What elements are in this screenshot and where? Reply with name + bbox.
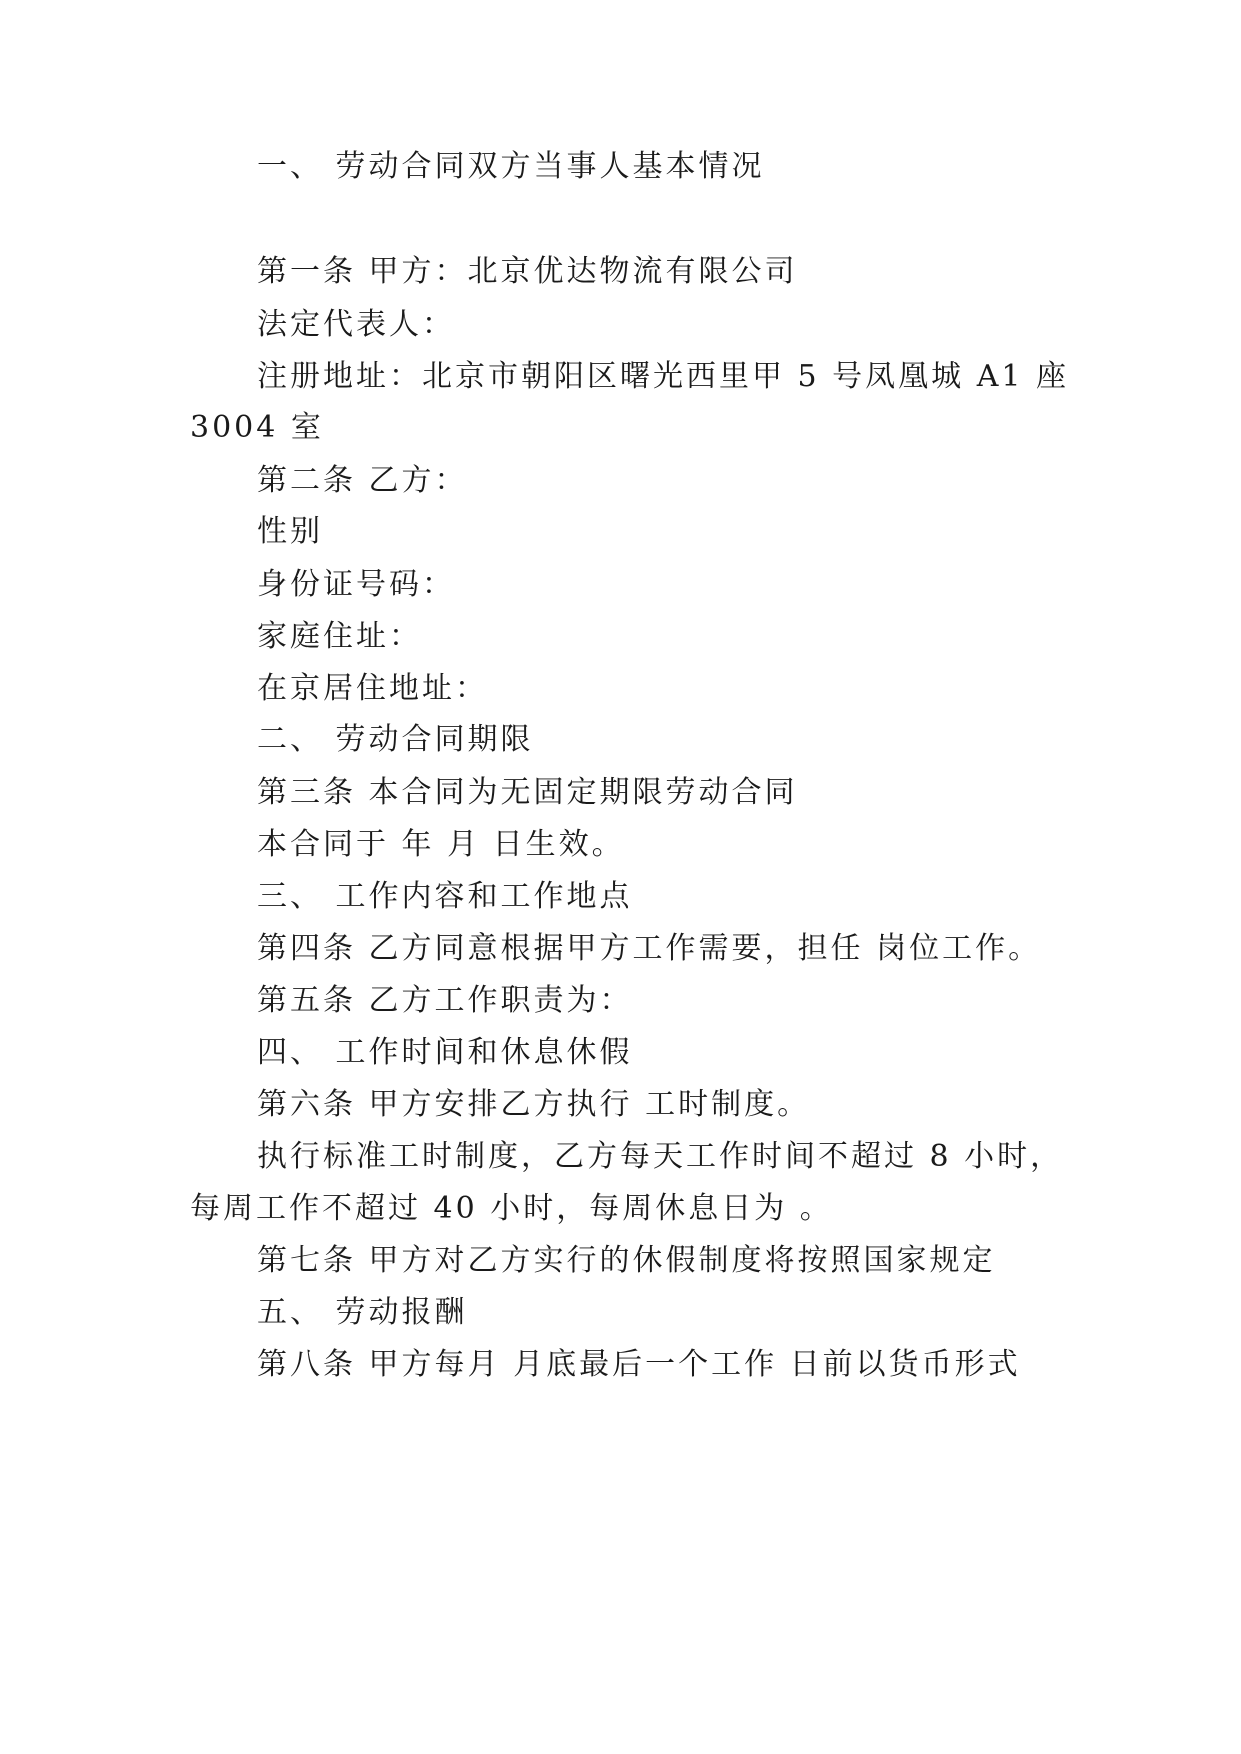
effective-date-line: 本合同于 年 月 日生效。: [257, 827, 625, 862]
legal-representative-field: 法定代表人：: [257, 307, 455, 342]
weekly-hours-line: 每周工作不超过 40 小时，每周休息日为 。: [190, 1191, 833, 1226]
registered-address-continued: 3004 室: [190, 410, 324, 445]
article-6-working-hours: 第六条 甲方安排乙方执行 工时制度。: [257, 1087, 811, 1122]
article-4-position: 第四条 乙方同意根据甲方工作需要，担任 岗位工作。: [257, 931, 1042, 966]
standard-hours-line: 执行标准工时制度，乙方每天工作时间不超过 8 小时，: [257, 1139, 1064, 1174]
article-8-pay: 第八条 甲方每月 月底最后一个工作 日前以货币形式: [257, 1347, 1021, 1382]
section-heading-3: 三、 工作内容和工作地点: [257, 879, 633, 914]
article-7-leave: 第七条 甲方对乙方实行的休假制度将按照国家规定: [257, 1243, 996, 1278]
gender-field: 性别: [257, 514, 323, 549]
section-heading-5: 五、 劳动报酬: [257, 1295, 468, 1330]
article-3-term: 第三条 本合同为无固定期限劳动合同: [257, 775, 798, 810]
article-5-duties: 第五条 乙方工作职责为：: [257, 983, 633, 1018]
home-address-field: 家庭住址：: [257, 619, 422, 654]
beijing-address-field: 在京居住地址：: [257, 671, 488, 706]
article-2-party-b: 第二条 乙方：: [257, 463, 468, 498]
section-heading-1: 一、 劳动合同双方当事人基本情况: [257, 149, 765, 184]
section-heading-2: 二、 劳动合同期限: [257, 722, 534, 757]
id-number-field: 身份证号码：: [257, 567, 455, 602]
registered-address-field: 注册地址：北京市朝阳区曙光西里甲 5 号凤凰城 A1 座: [257, 359, 1069, 394]
article-1-party-a: 第一条 甲方：北京优达物流有限公司: [257, 254, 798, 289]
section-heading-4: 四、 工作时间和休息休假: [257, 1035, 633, 1070]
